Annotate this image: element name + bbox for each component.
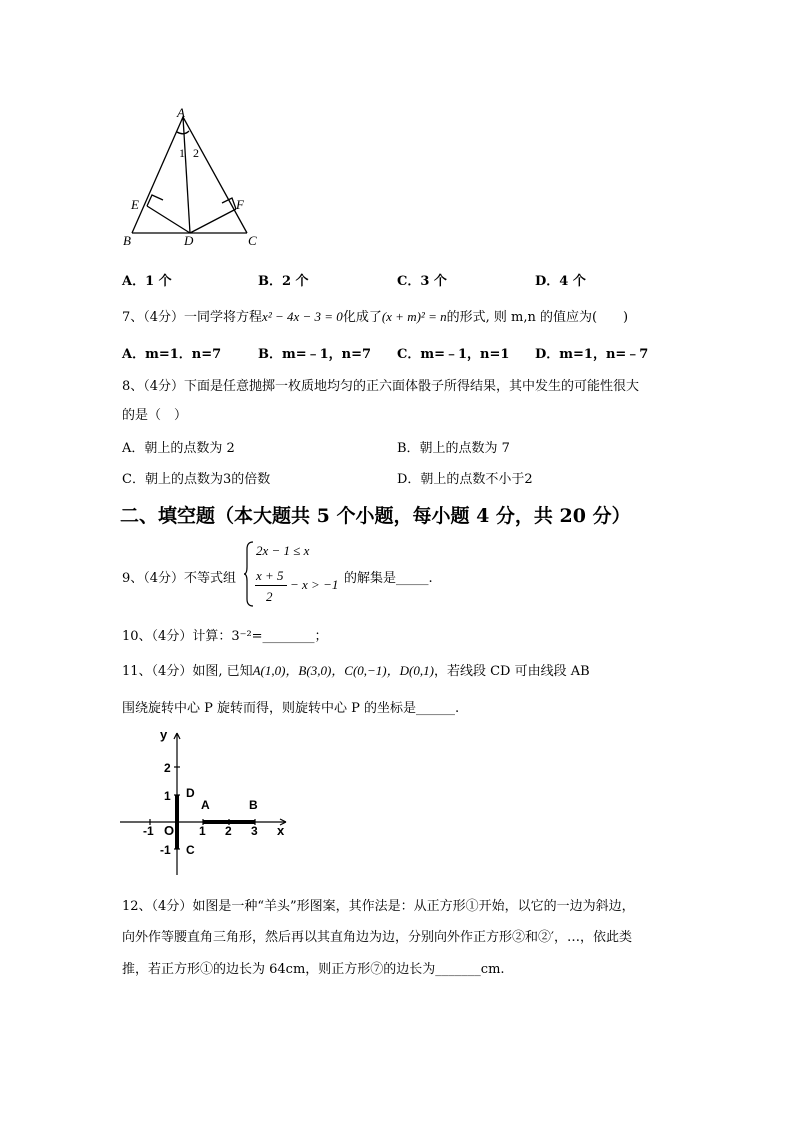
q9-ineq2-tail: − x > −1 (290, 577, 339, 592)
label-D: D (184, 233, 194, 248)
q8-line1: 8、（4分）下面是任意抛掷一枚质地均匀的正六面体骰子所得结果，其中发生的可能性很大 (122, 379, 640, 394)
point-A-label: A (201, 798, 210, 812)
label-angle-1: 1 (179, 146, 185, 160)
label-F: F (236, 197, 244, 212)
triangle-figure (110, 105, 270, 250)
q8-line2: 的是（ ） (122, 408, 188, 423)
q9-ineq1: 2x − 1 ≤ x (256, 543, 310, 558)
q9-prefix: 9、（4分）不等式组 (122, 571, 237, 586)
q8-option-d: D．朝上的点数不小于2 (397, 472, 533, 487)
q7-middle: 化成了 (342, 310, 382, 325)
label-B: B (123, 233, 131, 248)
q11-line2: 围绕旋转中心 P 旋转而得，则旋转中心 P 的坐标是______. (122, 701, 460, 716)
y-tick-2: 2 (164, 761, 171, 775)
q12-line3: 推，若正方形①的边长为 64cm，则正方形⑦的边长为_______cm. (122, 962, 505, 977)
q12-line2: 向外作等腰直角三角形，然后再以其直角边为边，分别向外作正方形②和②′，…，依此类 (122, 930, 632, 945)
q6-option-c: C．3 个 (397, 274, 447, 289)
x-tick-1: 1 (199, 824, 206, 838)
q7-option-a: A．m=1．n=7 (122, 347, 222, 362)
q11-line1-suffix: ，若线段 CD 可由线段 AB (433, 664, 590, 679)
q9-frac-num: x + 5 (256, 568, 284, 583)
label-A: A (177, 105, 185, 120)
coordinate-figure (110, 725, 300, 880)
origin-label: O (164, 823, 175, 838)
point-B-label: B (249, 798, 258, 812)
q7-option-c: C．m=﹣1，n=1 (397, 347, 510, 362)
point-C-label: C (186, 843, 195, 857)
q8-option-c: C．朝上的点数为3的倍数 (122, 472, 271, 487)
x-axis-label: x (277, 823, 285, 838)
q6-option-b: B．2 个 (258, 274, 309, 289)
q7-option-b: B．m=﹣1，n=7 (258, 347, 372, 362)
point-D-label: D (186, 786, 195, 800)
q11-points: A(1,0)，B(3,0)，C(0,−1)，D(0,1) (252, 663, 434, 678)
q7-suffix: 的形式, 则 m,n 的值应为( ) (446, 310, 629, 325)
q9-brace (244, 541, 254, 607)
q7-question (122, 306, 628, 325)
y-tick-1: 1 (164, 789, 171, 803)
y-tick-neg1: -1 (160, 843, 171, 857)
q9-suffix: 的解集是_____. (344, 571, 433, 586)
section-2-title: 二、填空题（本大题共 5 个小题，每小题 4 分，共 20 分） (120, 505, 631, 527)
q10-text: 10、（4分）计算：3⁻²=________； (122, 629, 328, 644)
q8-option-a: A．朝上的点数为 2 (122, 441, 235, 456)
label-C: C (248, 233, 257, 248)
x-tick-2: 2 (225, 824, 232, 838)
label-E: E (131, 197, 139, 212)
q8-option-b: B．朝上的点数为 7 (397, 441, 510, 456)
q9-frac-bar (255, 585, 287, 586)
q7-option-d: D．m=1，n=﹣7 (535, 347, 649, 362)
q11-line1-prefix: 11、（4分）如图, 已知 (122, 664, 253, 679)
x-tick-3: 3 (251, 824, 258, 838)
label-angle-2: 2 (193, 146, 199, 160)
q6-option-d: D．4 个 (535, 274, 586, 289)
q6-option-a: A．1 个 (122, 274, 172, 289)
y-axis-label: y (160, 727, 168, 742)
q7-eq2: (x + m)² = n (381, 309, 447, 324)
q7-prefix: 7、（4分）一同学将方程 (122, 310, 263, 325)
x-tick-neg1: -1 (143, 824, 154, 838)
q7-eq1: x² − 4x − 3 = 0 (262, 309, 343, 324)
q11-line1 (122, 660, 590, 679)
q9-frac-den: 2 (266, 589, 273, 604)
q12-line1: 12、（4分）如图是一种“羊头”形图案，其作法是：从正方形①开始，以它的一边为斜边， (122, 899, 635, 914)
